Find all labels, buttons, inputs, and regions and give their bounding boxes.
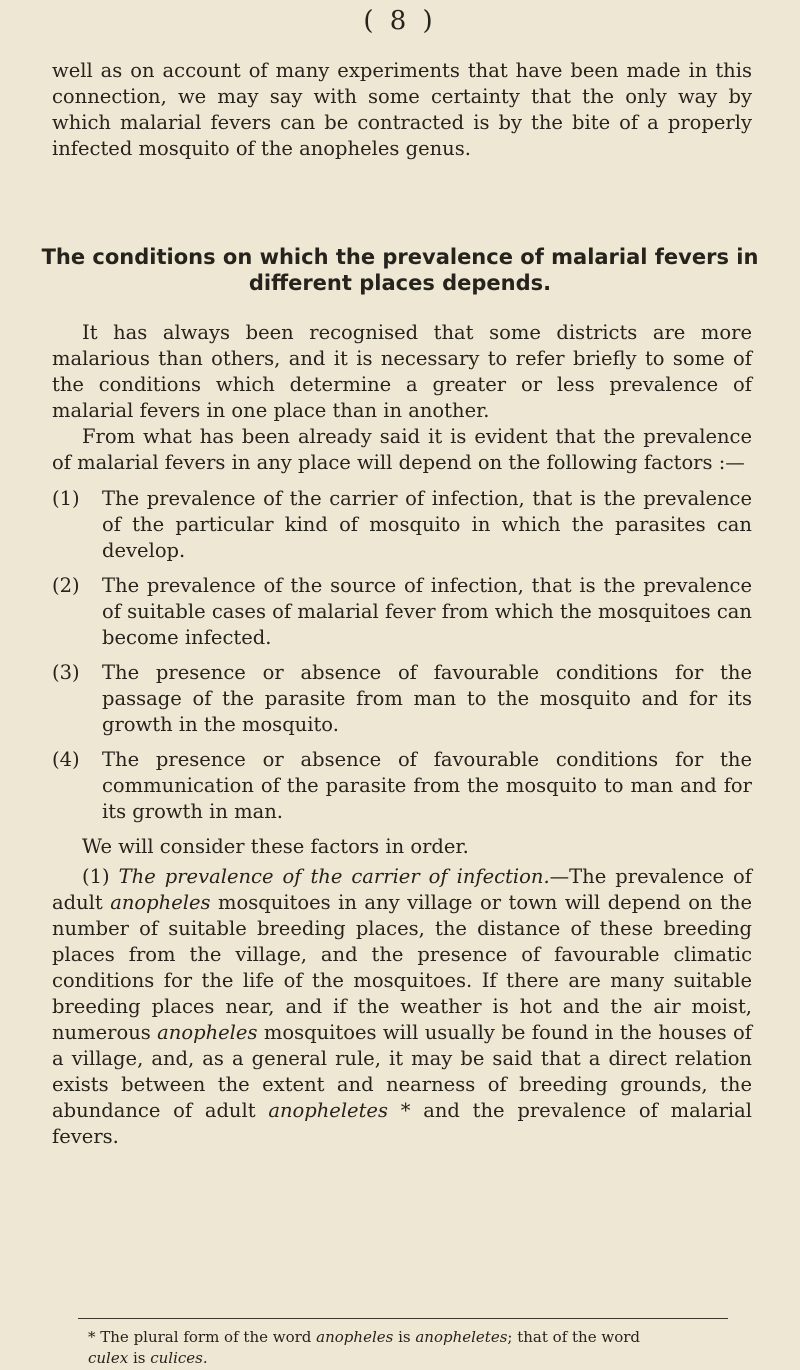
list-text: The presence or absence of favourable conditions for the communication of the parasite from the mosquito to man and for its growth in man.	[102, 748, 752, 823]
list-number: (3)	[52, 661, 80, 684]
main-text	[52, 320, 752, 1150]
footnote-italic-3: culex	[88, 1349, 129, 1367]
footnote-italic-2: anopheletes	[415, 1328, 508, 1346]
carrier-text-1: —The prevalence of adult	[52, 865, 753, 914]
paragraph-recognised: It has always been recognised that some districts are more malarious than others, and it is necessary to refer briefly to some of the conditions which determine a greater or less prevalence of malarial fevers in one place than in another.	[52, 321, 752, 422]
carrier-italic-3: anopheletes	[268, 1099, 388, 1122]
factors-list	[52, 486, 752, 825]
carrier-text-2: mosquitoes in any village or town will depend on the number of suitable breeding places, the distance of these breeding places from the village, and the presence of favourable climatic conditions for the life of the mosquitoes. If there are many suitable breeding places near, and if the weather is hot and the air moist, numerous	[52, 891, 752, 1044]
list-text: The presence or absence of favourable conditions for the passage of the parasite from man to the mosquito and for its growth in the mosquito.	[102, 661, 752, 736]
footnote-divider	[78, 1318, 728, 1319]
carrier-italic-2: anopheles	[157, 1021, 258, 1044]
list-number: (1)	[52, 487, 80, 510]
carrier-title: The prevalence of the carrier of infection.	[118, 865, 550, 888]
intro-block	[52, 58, 752, 162]
paragraph-consider: We will consider these factors in order.	[82, 835, 469, 858]
list-item	[52, 486, 752, 564]
list-number: (2)	[52, 574, 80, 597]
carrier-text-3: mosquitoes will usually be found in the houses of a village, and, as a general rule, it may be said that a direct relation exists between the extent and nearness of breeding grounds, the abundance of adult	[52, 1021, 752, 1122]
list-number: (4)	[52, 748, 80, 771]
list-item	[52, 660, 752, 738]
footnote	[88, 1327, 750, 1369]
footnote-text-5: .	[202, 1349, 208, 1367]
footnote-text-3: ; that of the word	[507, 1328, 640, 1346]
intro-paragraph: well as on account of many experiments that have been made in this connection, we may say with some certainty that the only way by which malarial fevers can be contracted is by the bite of a properly infected mosquito of the anopheles genus.	[52, 59, 752, 160]
footnote-text-4: is	[128, 1349, 151, 1367]
paragraph-factors-intro: From what has been already said it is evident that the prevalence of malarial fevers in any place will depend on the following factors :—	[52, 425, 752, 474]
list-item	[52, 573, 752, 651]
footnote-text-1: * The plural form of the word	[88, 1328, 317, 1346]
list-text: The prevalence of the source of infection, that is the prevalence of suitable cases of malarial fever from which the mosquitoes can become infected.	[102, 574, 752, 649]
footnote-italic-4: culices	[150, 1349, 203, 1367]
carrier-italic-1: anopheles	[110, 891, 211, 914]
page-number: ( 8 )	[363, 6, 437, 36]
footnote-text-2: is	[393, 1328, 416, 1346]
paragraph-carrier	[52, 864, 752, 1150]
section-heading: The conditions on which the prevalence of malarial fevers in different places depends.	[41, 245, 759, 295]
list-item	[52, 747, 752, 825]
carrier-text-4: * and the prevalence of malarial fevers.	[52, 1099, 752, 1148]
list-text: The prevalence of the carrier of infection, that is the prevalence of the particular kind of mosquito in which the parasites can develop.	[102, 487, 752, 562]
carrier-number: (1)	[82, 865, 110, 888]
footnote-italic-1: anopheles	[316, 1328, 394, 1346]
